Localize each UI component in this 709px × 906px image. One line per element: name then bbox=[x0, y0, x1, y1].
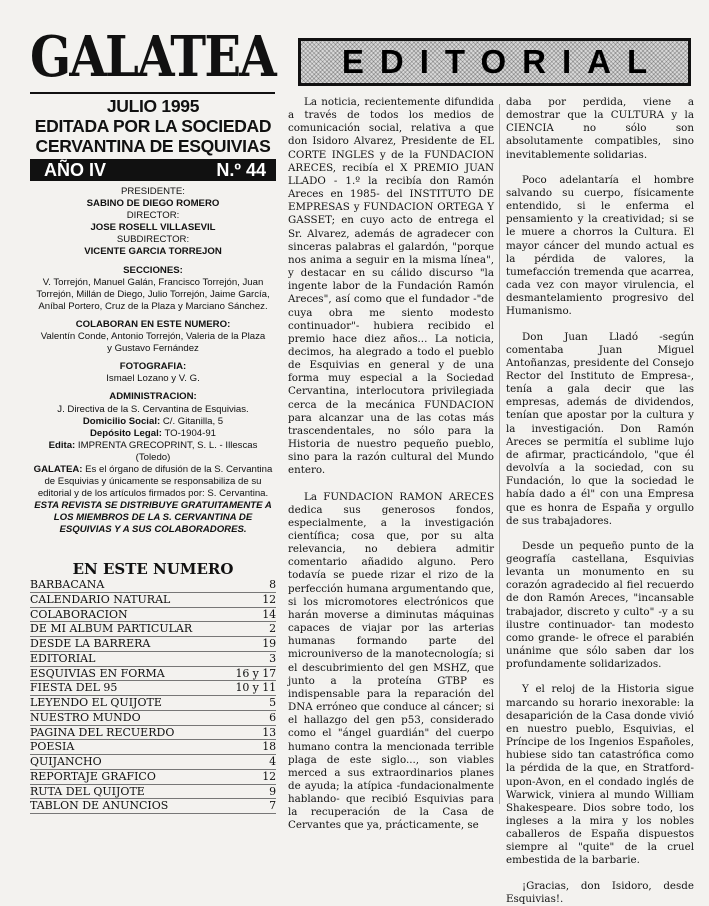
colaboran-line-1: Valentín Conde, Antonio Torrejón, Valeria de la Plaza bbox=[40, 331, 266, 343]
director-label: DIRECTOR: bbox=[126, 210, 180, 222]
contents-item bbox=[30, 785, 276, 800]
domicilio-value: C/. Gitanilla, 5 bbox=[162, 415, 224, 427]
contents-item bbox=[30, 696, 276, 711]
contents-item bbox=[30, 578, 276, 593]
article-paragraph: La noticia, recientemente difundida a través de todos los medios de comunicación social, relativa a que don Isidoro Alvarez, Presidente de EL CORTE INGLES y de la FUNDACION ARECES, recibía el X PREMIO JUAN LLADO - 1.º la recibía don Ramón Areces en 1985- del INSTITUTO DE EMPRESAS y FUNDACION ORTEGA Y GASSET; en cuyo acto de entrega el Sr. Alvarez, además de agradecer con sinceras palabras el galardón, "porque nos anima a seguir en la misma línea", y destacar en su cálido discurso "la ingente labor de la Fundación Ramón Areces", así como que el fundador -"de cuya obra me siento modesto continuador"- hubiera recibido el premio hace diez años... La noticia, decimos, ha alegrado a todo el pueblo de Esquivias en general y de una forma muy especial a la Sociedad Cervantina, interlocutora privilegiada cerca de la mecánica FUNDACION para alcanzar una de las cotas más trascendentales, no sólo para la Historia de nuestro pequeño pueblo, sino para la razón cultural del Mundo entero. bbox=[288, 96, 494, 477]
contents-item bbox=[30, 726, 276, 741]
section-banner bbox=[298, 38, 691, 86]
deposito-value: TO-1904-91 bbox=[164, 427, 217, 439]
credits bbox=[30, 186, 276, 537]
contents-item-label: POESIA bbox=[30, 740, 75, 754]
contents-item-label: NUESTRO MUNDO bbox=[30, 710, 141, 724]
contents-item-page: 10 y 11 bbox=[235, 681, 276, 695]
contents-item-page: 18 bbox=[262, 740, 276, 754]
subdirector-name: VICENTE GARCIA TORREJON bbox=[84, 246, 222, 258]
colaboran-line-2: y Gustavo Fernández bbox=[107, 343, 199, 355]
contents-item bbox=[30, 770, 276, 785]
deposito-label: Depósito Legal: bbox=[89, 427, 162, 439]
colaboran-label: COLABORAN EN ESTE NUMERO: bbox=[75, 318, 231, 330]
secciones-line-3: Aníbal Portero, Cruz de la Plaza y Marciano Sánchez. bbox=[38, 300, 268, 312]
contents-item bbox=[30, 593, 276, 608]
galatea-text-1: Es el órgano de difusión de la S. Cervantina bbox=[85, 463, 273, 475]
article-paragraph: Don Juan Lladó -según comentaba Juan Miguel Antoñanzas, presidente del Consejo Rector del Instituto de Empresa-, tenía a gala decir que las empresas, además de dividendos, tenían que apostar por la cultura y la investigación. Don Ramón Areces se permitía el sublime lujo de afirmar, practicándolo, "que él devolvía a la sociedad, con su Fundación, lo que la sociedad le había dado a él" con una Empresa que es honra de España y orgullo de sus trabajadores. bbox=[506, 330, 694, 527]
contents-item-label: LEYENDO EL QUIJOTE bbox=[30, 696, 162, 709]
contents-item bbox=[30, 799, 276, 814]
edita-value: IMPRENTA GRECOPRINT, S. L. - Illescas (Toledo) bbox=[77, 439, 258, 463]
article-paragraph: Y el reloj de la Historia sigue marcando su horario inexorable: la desaparición de la Casa donde vivió en nuestro pueblo, Esquivias, el Príncipe de los Ingenios Españoles, hubiese sido tan catastrófica como la pérdida de la que, en Stratford-upon-Avon, en el condado inglés de Warwick, viniera al mundo William Shakespeare. Dios sobre todo, los ingleses a la mira y los nobles caballeros de España dispuestos siempre al "quite" de la cruel embestida de la barbarie. bbox=[506, 683, 694, 867]
contents-item-label: BARBACANA bbox=[30, 578, 105, 591]
presidente-name: SABINO DE DIEGO ROMERO bbox=[86, 198, 220, 210]
domicilio-label: Domicilio Social: bbox=[82, 415, 161, 427]
contents-list bbox=[30, 578, 276, 814]
free-line-2: LOS MIEMBROS DE LA S. CERVANTINA DE bbox=[53, 512, 253, 524]
edita-line bbox=[30, 440, 276, 464]
contents-item bbox=[30, 652, 276, 667]
contents-item-label: FIESTA DEL 95 bbox=[30, 681, 118, 695]
secciones-label: SECCIONES: bbox=[123, 264, 183, 276]
fotografia-names: Ismael Lozano y V. G. bbox=[106, 373, 200, 385]
contents-item bbox=[30, 622, 276, 637]
issue-number: N.º 44 bbox=[216, 160, 266, 180]
article-paragraph: ¡Gracias, don Isidoro, desde Esquivias!. bbox=[506, 879, 694, 905]
contents-item-label: CALENDARIO NATURAL bbox=[30, 592, 171, 606]
contents-item-page: 14 bbox=[262, 607, 276, 621]
issue-date: JULIO 1995 bbox=[106, 96, 200, 116]
secciones-line-2: Torrejón, Millán de Diego, Julio Torrejón, Jaime García, bbox=[36, 288, 270, 300]
free-line-1: ESTA REVISTA SE DISTRIBUYE GRATUITAMENTE A bbox=[34, 500, 272, 512]
contents-item-page: 16 y 17 bbox=[235, 666, 276, 680]
contents-title: EN ESTE NUMERO bbox=[72, 560, 234, 578]
contents-item-page: 2 bbox=[269, 622, 276, 636]
contents-item-label: REPORTAJE GRAFICO bbox=[30, 769, 156, 783]
contents-item-label: RUTA DEL QUIJOTE bbox=[30, 784, 145, 798]
contents-item bbox=[30, 755, 276, 770]
issue-bar bbox=[30, 159, 276, 181]
contents-item-label: PAGINA DEL RECUERDO bbox=[30, 725, 175, 739]
galatea-line-1 bbox=[30, 464, 276, 476]
admin-text: J. Directiva de la S. Cervantina de Esquivias. bbox=[57, 403, 249, 415]
contents-item-page: 12 bbox=[262, 592, 276, 606]
article-paragraph: Desde un pequeño punto de la geografía castellana, Esquivias levanta un monumento en su corazón agradecido al fiel recuerdo de don Ramón Areces, "incansable trabajador, discreto y culto" -y a su ilustre continuador- tan modesto como grande- le ofrece el parabién unánime que sólo saben dar los profundamente solidarizados. bbox=[506, 539, 694, 671]
contents-item-label: TABLON DE ANUNCIOS bbox=[30, 799, 169, 813]
contents-item-page: 7 bbox=[269, 799, 276, 813]
secciones-line-1: V. Torrejón, Manuel Galán, Francisco Torrejón, Juan bbox=[42, 276, 264, 288]
publisher-line-2: CERVANTINA DE ESQUIVIAS bbox=[35, 136, 271, 156]
issue-year: AÑO IV bbox=[44, 160, 107, 180]
domicilio-line bbox=[30, 416, 276, 428]
contents-item bbox=[30, 667, 276, 682]
article-paragraph: La FUNDACION RAMON ARECES dedica sus generosos fondos, especialmente, a la investigación científica; cosa que, por su alta relevancia, no debiera admitir comentario añadido alguno. Pero todavía se puede rizar el rizo de la perfección humana argumentando que, si los micromotores electrónicos que harán moverse a diminutas máquinas capaces de viajar por las arterias humanas formando parte del microuniverso de la manotecnología; si el descubrimiento del gen MSHZ, que junto a la proteína GTBP es indispensable para la reparación del DNA erróneo que conduce al cáncer; si el hallazgo del gen p53, considerado como el "ángel guardián" del cuerpo humano contra la mencionada terrible plaga de este siglo..., son viables merced a sus extraordinarios planes de ayuda; la atípica -fundacionalmente hablando- que recibió Esquivias para la recuperación de la Casa de Cervantes que ya, prácticamente, se bbox=[288, 490, 494, 832]
director-name: JOSE ROSELL VILLASEVIL bbox=[90, 222, 216, 234]
contents-item bbox=[30, 711, 276, 726]
credits-column bbox=[30, 96, 276, 537]
contents-item-page: 6 bbox=[269, 710, 276, 724]
contents-item-page: 9 bbox=[269, 784, 276, 798]
fotografia-label: FOTOGRAFIA: bbox=[119, 361, 187, 373]
section-title: EDITORIAL bbox=[341, 43, 664, 80]
publisher-line-1: EDITADA POR LA SOCIEDAD bbox=[34, 116, 272, 136]
contents-item-label: COLABORACION bbox=[30, 607, 128, 621]
contents-item bbox=[30, 608, 276, 623]
article-column-2 bbox=[506, 96, 694, 906]
contents-item-label: DESDE LA BARRERA bbox=[30, 637, 151, 650]
presidente-label: PRESIDENTE: bbox=[121, 186, 185, 197]
contents-item-label: ESQUIVIAS EN FORMA bbox=[30, 666, 165, 680]
contents-item-page: 19 bbox=[262, 637, 276, 650]
article-paragraph: Poco adelantaría el hombre salvando su cuerpo, físicamente entendido, si le enferma el pensamiento y la creatividad; si se le muere a chorros la Cultura. El mayor cáncer del mundo actual es la pérdida de valores, la tumefacción tremenda que acarrea, cada vez con mayor virulencia, el desmantelamiento progresivo del Humanismo. bbox=[506, 173, 694, 318]
galatea-line-3: editorial y de los artículos firmados por: S. Cervantina. bbox=[37, 488, 269, 500]
contents-item bbox=[30, 681, 276, 696]
contents-item-label: EDITORIAL bbox=[30, 651, 96, 665]
contents-item-label: QUIJANCHO bbox=[30, 755, 102, 768]
column-divider bbox=[499, 104, 500, 804]
contents-item bbox=[30, 637, 276, 652]
free-line-3: ESQUIVIAS Y A SUS COLABORADORES. bbox=[59, 524, 247, 536]
contents-item-page: 12 bbox=[262, 769, 276, 783]
contents-item bbox=[30, 740, 276, 755]
article-column-1 bbox=[288, 96, 494, 833]
contents-item-page: 5 bbox=[269, 696, 276, 709]
masthead-rule bbox=[30, 92, 275, 94]
contents-item-page: 3 bbox=[269, 651, 276, 665]
masthead-title: GALATEA bbox=[30, 24, 275, 90]
edita-label: Edita: bbox=[48, 439, 76, 451]
galatea-label: GALATEA: bbox=[33, 463, 83, 475]
deposito-line bbox=[30, 428, 276, 440]
contents-item-page: 4 bbox=[269, 755, 276, 768]
subdirector-label: SUBDIRECTOR: bbox=[116, 234, 190, 246]
contents-item-page: 13 bbox=[262, 725, 276, 739]
article-paragraph: daba por perdida, viene a demostrar que la CULTURA y la CIENCIA no sólo son absolutamente compatibles, sino inevitablemente solidarias. bbox=[506, 96, 694, 161]
galatea-line-2: de Esquivias y únicamente se responsabiliza de su bbox=[44, 476, 262, 488]
contents-item-label: DE MI ALBUM PARTICULAR bbox=[30, 622, 193, 636]
contents-item-page: 8 bbox=[269, 578, 276, 591]
admin-label: ADMINISTRACION: bbox=[109, 391, 197, 403]
